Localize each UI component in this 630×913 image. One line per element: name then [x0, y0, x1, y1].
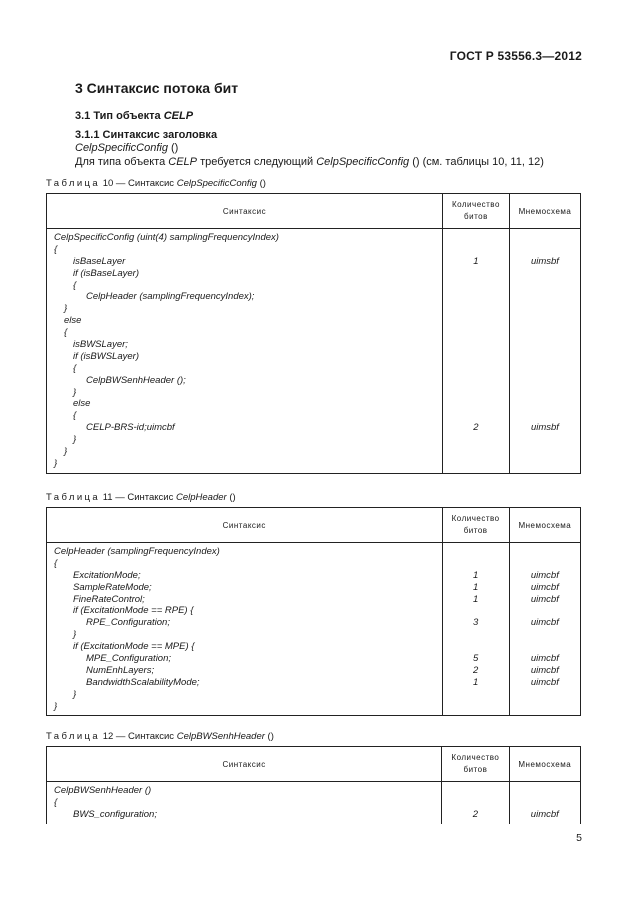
header-bits-line2: битов — [464, 212, 488, 221]
code-line: CelpBWSenhHeader (); — [86, 374, 186, 386]
syntax-cell — [47, 782, 442, 824]
mnemonic-value — [510, 458, 580, 470]
bits-value: 2 — [473, 422, 479, 434]
caption-label: Таблица — [46, 492, 101, 503]
caption-italic: CelpHeader — [176, 492, 227, 503]
mnemonic-value — [510, 605, 580, 617]
subsection-title-text: 3.1 Тип объекта — [75, 110, 164, 122]
subsection-title-italic: CELP — [163, 110, 194, 122]
document-code: ГОСТ Р 53556.3—2012 — [449, 49, 582, 63]
mnemonic-value — [510, 410, 580, 422]
bits-value — [443, 268, 509, 280]
bits-value: 1 — [472, 593, 479, 605]
bits-value — [443, 689, 509, 701]
code-line: { — [73, 279, 77, 291]
code-line: else — [73, 398, 91, 410]
bits-value: 2 — [472, 808, 479, 820]
table-caption — [46, 178, 266, 189]
header-mnemonic: Мнемосхема — [509, 508, 580, 543]
bits-value — [443, 701, 509, 713]
code-line: CelpHeader (samplingFrequencyIndex) — [54, 546, 220, 557]
code-line: CelpBWSenhHeader () — [54, 785, 152, 796]
mnemonic-value — [510, 303, 580, 315]
mnemonic-value — [510, 558, 580, 570]
syntax-table — [46, 193, 581, 474]
bits-value — [443, 363, 509, 375]
mnemonic-value — [510, 291, 580, 303]
desc-part: требуется следующий — [197, 156, 317, 168]
mnemonic-cell — [509, 543, 580, 716]
mnemonic-value: uimcbf — [530, 653, 559, 665]
mnemonic-value — [510, 434, 580, 446]
code-line: SampleRateMode; — [73, 581, 152, 593]
table-header-row — [47, 194, 581, 229]
subsubsection-title: 3.1.1 Синтаксис заголовка — [75, 129, 218, 141]
bits-value: 5 — [472, 653, 479, 665]
bits-cell — [442, 782, 509, 824]
function-line — [75, 142, 178, 154]
code-line: } — [54, 700, 58, 712]
syntax-cell — [47, 229, 443, 474]
caption-italic: CelpSpecificConfig — [176, 178, 257, 189]
caption-tail: () — [264, 731, 274, 742]
mnemonic-value — [510, 232, 580, 244]
code-line: } — [73, 386, 77, 398]
header-bits-line1: Количество — [451, 753, 500, 762]
code-line: { — [73, 410, 77, 422]
section-title: 3 Синтаксис потока бит — [75, 80, 239, 96]
mnemonic-cell — [509, 782, 580, 824]
table-header-row — [47, 747, 581, 782]
code-line: FineRateControl; — [73, 593, 145, 605]
bits-cell — [442, 543, 509, 716]
code-line: BandwidthScalabilityMode; — [86, 676, 200, 688]
code-line: CelpHeader (samplingFrequencyIndex); — [86, 291, 255, 303]
bits-value — [443, 339, 509, 351]
caption-text: 12 — Синтаксис — [100, 731, 177, 742]
mnemonic-value — [510, 785, 580, 797]
code-line: } — [73, 688, 77, 700]
function-parens: () — [167, 142, 179, 154]
page-number: 5 — [576, 832, 582, 844]
mnemonic-value: uimcbf — [530, 808, 559, 820]
bits-value — [443, 387, 509, 399]
mnemonic-value — [510, 701, 580, 713]
code-line: { — [54, 243, 58, 255]
header-bits-line1: Количество — [451, 514, 500, 523]
bits-value: 2 — [472, 664, 479, 676]
mnemonic-value: uimcbf — [530, 581, 559, 593]
mnemonic-value — [510, 546, 580, 558]
bits-value: 1 — [472, 569, 479, 581]
desc-italic: CelpSpecificConfig — [316, 156, 410, 168]
code-line: } — [64, 446, 68, 458]
bits-cell — [442, 229, 509, 474]
mnemonic-value — [510, 398, 580, 410]
bits-value — [443, 303, 509, 315]
desc-part: () (см. таблицы 10, 11, 12) — [409, 156, 544, 168]
header-syntax: Синтаксис — [47, 194, 443, 229]
table-body-row — [47, 229, 581, 474]
code-line: { — [64, 327, 68, 339]
desc-part: Для типа объекта — [75, 156, 169, 168]
subsection-title — [75, 110, 193, 122]
code-line: if (ExcitationMode == RPE) { — [73, 605, 194, 617]
code-line: } — [73, 434, 77, 446]
mnemonic-value — [510, 375, 580, 387]
header-mnemonic: Мнемосхема — [509, 194, 580, 229]
code-line: else — [64, 315, 82, 327]
code-line: } — [73, 629, 77, 641]
syntax-cell — [47, 543, 443, 716]
bits-value — [443, 434, 509, 446]
bits-value — [443, 446, 509, 458]
caption-tail: () — [256, 178, 266, 189]
bits-value — [443, 629, 509, 641]
mnemonic-value — [510, 689, 580, 701]
bits-value — [443, 410, 509, 422]
header-bits-line1: Количество — [451, 200, 500, 209]
mnemonic-value — [510, 315, 580, 327]
bits-value — [443, 315, 509, 327]
code-line: if (isBWSLayer) — [73, 350, 139, 362]
bits-value — [443, 398, 509, 410]
mnemonic-value — [510, 268, 580, 280]
code-line: CELP-BRS-id;uimcbf — [86, 422, 175, 434]
bits-value — [443, 244, 509, 256]
header-bits-line2: битов — [463, 526, 488, 535]
caption-text: 10 — Синтаксис — [100, 178, 177, 189]
mnemonic-value — [510, 446, 580, 458]
code-line: } — [54, 457, 58, 469]
desc-italic: CELP — [168, 156, 198, 168]
caption-label: Таблица — [46, 731, 101, 742]
bits-value: 1 — [472, 676, 479, 688]
mnemonic-value — [510, 327, 580, 339]
code-line: BWS_configuration; — [73, 808, 157, 820]
header-bits — [442, 194, 509, 229]
bits-value — [443, 327, 509, 339]
table-caption — [46, 492, 236, 503]
header-bits-line2: битов — [463, 765, 488, 774]
table-body-row — [47, 543, 581, 716]
caption-italic: CelpBWSenhHeader — [176, 731, 265, 742]
table-caption — [46, 731, 274, 742]
code-line: CelpSpecificConfig (uint(4) samplingFrequencyIndex) — [54, 232, 279, 243]
bits-value — [442, 785, 508, 797]
code-line: RPE_Configuration; — [86, 617, 170, 629]
bits-value: 1 — [472, 581, 479, 593]
mnemonic-value: uimcbf — [530, 676, 559, 688]
code-line: { — [73, 362, 77, 374]
caption-text: 11 — Синтаксис — [100, 492, 176, 503]
bits-value — [442, 797, 508, 809]
mnemonic-value — [510, 351, 580, 363]
mnemonic-value — [510, 280, 580, 292]
bits-value — [443, 232, 509, 244]
code-line: if (isBaseLayer) — [73, 267, 139, 279]
syntax-table — [46, 507, 581, 716]
mnemonic-value: uimcbf — [530, 569, 559, 581]
caption-label: Таблица — [46, 178, 101, 189]
bits-value — [443, 375, 509, 387]
code-line: { — [54, 796, 58, 808]
bits-value — [443, 641, 509, 653]
table-body-row — [47, 782, 581, 824]
header-bits — [442, 747, 509, 782]
mnemonic-value: uimcbf — [530, 617, 559, 629]
mnemonic-value — [510, 641, 580, 653]
mnemonic-cell — [509, 229, 580, 474]
bits-value — [443, 280, 509, 292]
mnemonic-value — [510, 363, 580, 375]
mnemonic-value — [510, 797, 580, 809]
code-line: NumEnhLayers; — [86, 664, 155, 676]
code-line: isBWSLayer; — [73, 339, 128, 351]
description-line — [75, 156, 544, 168]
mnemonic-value: uimcbf — [530, 593, 559, 605]
bits-value — [443, 291, 509, 303]
header-syntax: Синтаксис — [47, 508, 443, 543]
header-mnemonic: Мнемосхема — [509, 747, 580, 782]
bits-value — [443, 605, 509, 617]
header-syntax: Синтаксис — [47, 747, 442, 782]
bits-value — [443, 546, 509, 558]
code-line: MPE_Configuration; — [86, 653, 172, 665]
mnemonic-value — [510, 339, 580, 351]
function-name: CelpSpecificConfig — [75, 142, 168, 154]
mnemonic-value — [510, 629, 580, 641]
code-line: if (ExcitationMode == MPE) { — [73, 641, 195, 653]
table-header-row — [47, 508, 581, 543]
bits-value: 1 — [473, 255, 479, 267]
caption-tail: () — [226, 492, 236, 503]
code-line: ExcitationMode; — [73, 569, 141, 581]
bits-value: 3 — [472, 617, 479, 629]
header-bits — [442, 508, 509, 543]
mnemonic-value: uimsbf — [530, 422, 559, 434]
mnemonic-value — [510, 244, 580, 256]
code-line: { — [54, 557, 58, 569]
syntax-table — [46, 746, 581, 824]
code-line: isBaseLayer — [73, 255, 126, 267]
mnemonic-value — [510, 387, 580, 399]
bits-value — [443, 351, 509, 363]
bits-value — [443, 558, 509, 570]
mnemonic-value: uimsbf — [530, 255, 559, 267]
bits-value — [443, 458, 509, 470]
code-line: } — [64, 303, 68, 315]
mnemonic-value: uimcbf — [530, 664, 559, 676]
